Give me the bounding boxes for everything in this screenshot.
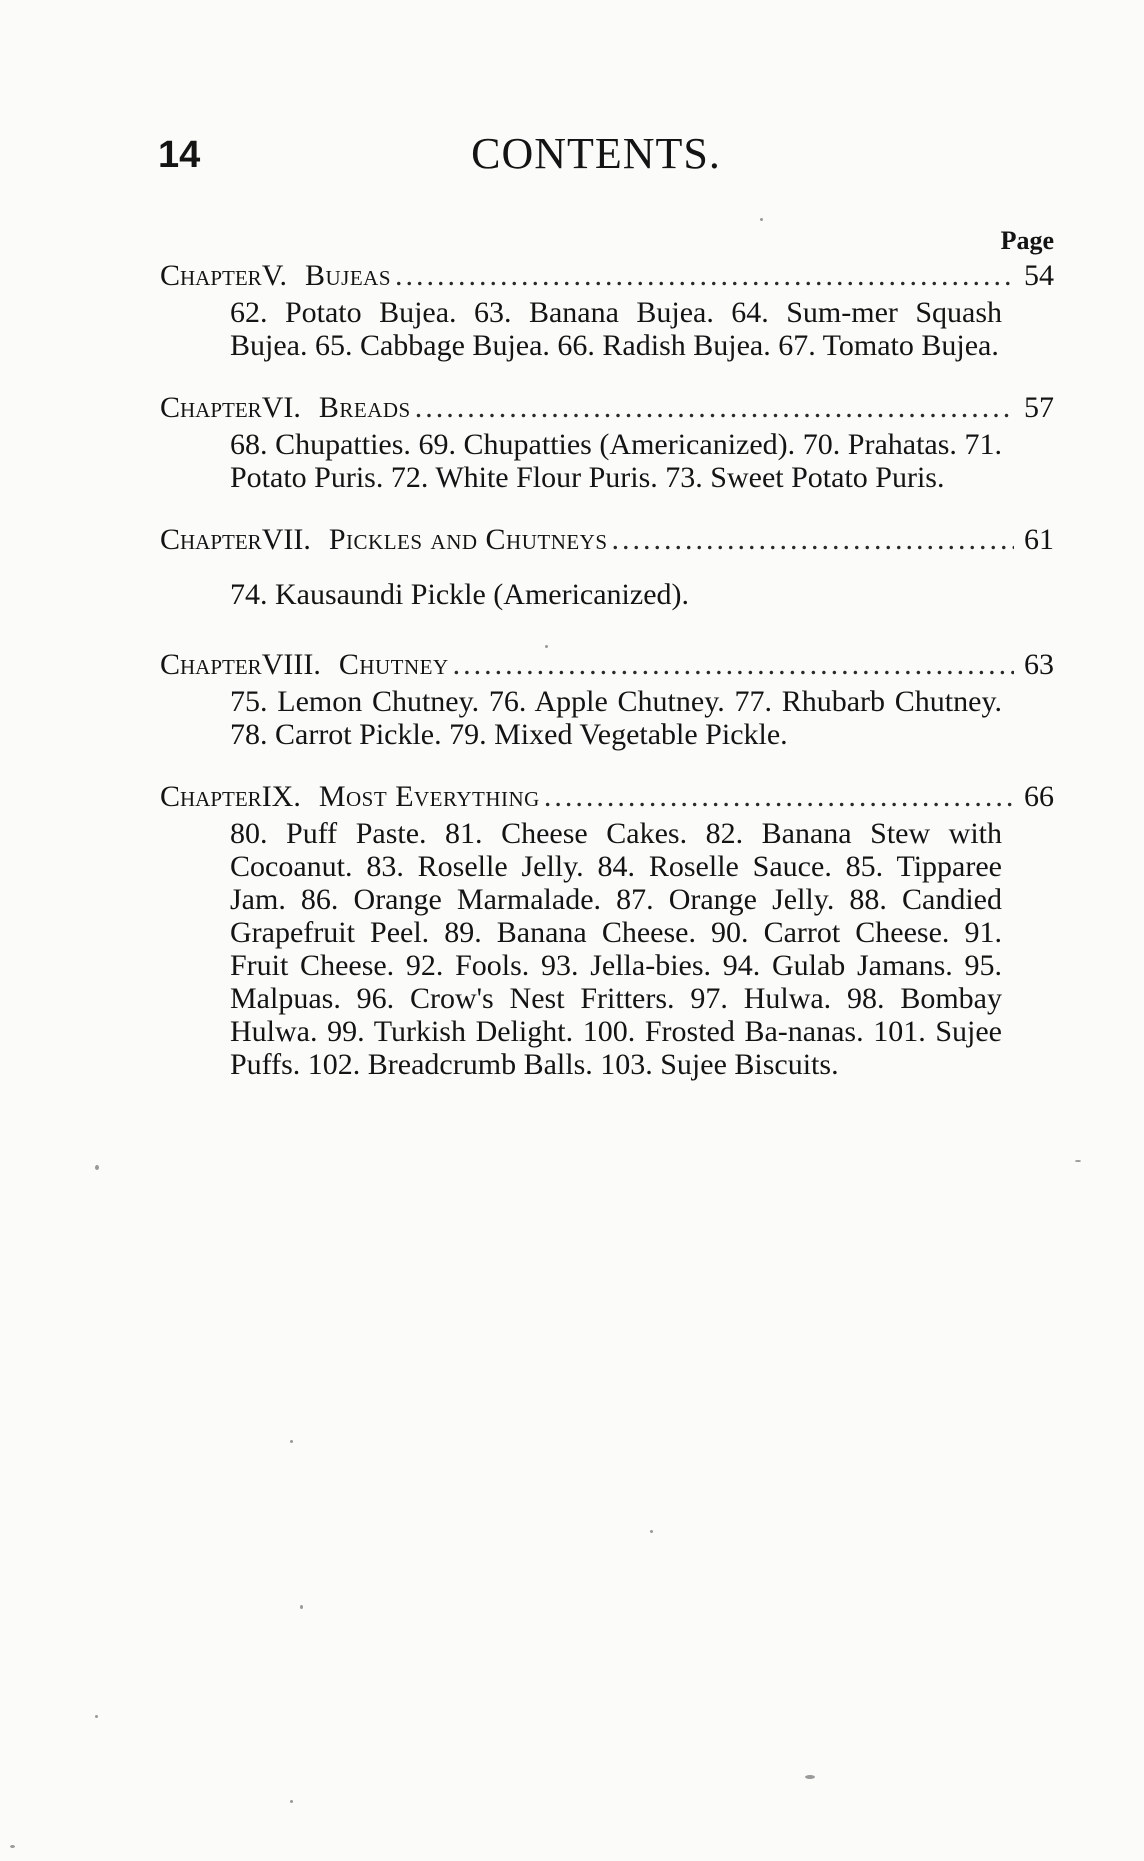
chapter-title: Breads xyxy=(318,391,411,424)
paper-speck xyxy=(760,218,763,221)
chapter-heading-line xyxy=(160,520,1054,560)
contents-list xyxy=(160,256,1054,1107)
chapter-page-number: 54 xyxy=(1024,259,1054,292)
chapter-page-number: 61 xyxy=(1024,523,1054,556)
dot-leader xyxy=(415,388,1014,428)
paper-speck xyxy=(290,1800,293,1803)
paper-speck xyxy=(1075,1160,1081,1162)
chapter-heading-line xyxy=(160,388,1054,428)
chapter-title: Chutney xyxy=(338,648,449,681)
chapter-numeral: VI. xyxy=(261,391,301,424)
dot-leader xyxy=(612,520,1014,560)
paper-speck xyxy=(95,1165,99,1170)
paper-speck xyxy=(95,1715,98,1718)
page-column-label: Page xyxy=(1000,226,1054,255)
chapter-heading-line xyxy=(160,256,1054,296)
chapter-entry xyxy=(160,777,1054,1081)
dot-leader xyxy=(453,645,1014,685)
chapter-label: Chapter xyxy=(160,780,262,813)
chapter-title: Pickles and Chutneys xyxy=(328,523,608,556)
paper-speck xyxy=(300,1605,303,1609)
page-number: 14 xyxy=(158,134,201,176)
dot-leader xyxy=(395,256,1014,296)
chapter-entry xyxy=(160,256,1054,362)
page-header xyxy=(158,128,1034,188)
paper-speck xyxy=(805,1775,815,1779)
paper-speck xyxy=(10,1845,15,1848)
dot-leader xyxy=(544,777,1014,817)
chapter-page-number: 57 xyxy=(1024,391,1054,424)
chapter-title: Most Everything xyxy=(318,780,540,813)
chapter-recipe-list: 74. Kausaundi Pickle (Americanized). xyxy=(230,578,690,611)
chapter-label: Chapter xyxy=(160,391,262,424)
chapter-heading-line xyxy=(160,645,1054,685)
chapter-heading-line xyxy=(160,777,1054,817)
chapter-numeral: VIII. xyxy=(261,648,321,681)
chapter-recipe-list: 80. Puff Paste. 81. Cheese Cakes. 82. Banana Stew with Cocoanut. 83. Roselle Jelly. 84. Roselle Sauce. 85. Tipparee Jam. 86. Orange Marmalade. 87. Orange Jelly. 88. Candied Grapefruit Peel. 89. Banana Cheese. 90. Carrot Cheese. 91. Fruit Cheese. 92. Fools. 93. Jella-bies. 94. Gulab Jamans. 95. Malpuas. 96. Crow's Nest Fritters. 97. Hulwa. 98. Bombay Hulwa. 99. Turkish Delight. 100. Frosted Ba-nanas. 101. Sujee Puffs. 102. Breadcrumb Balls. 103. Sujee Biscuits. xyxy=(230,817,1002,1081)
chapter-label: Chapter xyxy=(160,259,262,292)
chapter-label: Chapter xyxy=(160,523,262,556)
paper-speck xyxy=(545,645,548,648)
paper-speck xyxy=(650,1530,653,1533)
chapter-numeral: IX. xyxy=(261,780,301,813)
chapter-recipe-list: 62. Potato Bujea. 63. Banana Bujea. 64. Sum-mer Squash Bujea. 65. Cabbage Bujea. 66. Radish Bujea. 67. Tomato Bujea. xyxy=(230,296,1002,362)
chapter-numeral: VII. xyxy=(261,523,311,556)
chapter-entry xyxy=(160,645,1054,751)
chapter-page-number: 66 xyxy=(1024,780,1054,813)
running-head-title: CONTENTS. xyxy=(471,129,721,178)
chapter-label: Chapter xyxy=(160,648,262,681)
chapter-entry xyxy=(160,520,1054,611)
chapter-title: Bujeas xyxy=(305,259,392,292)
chapter-entry xyxy=(160,388,1054,494)
chapter-recipe-list: 75. Lemon Chutney. 76. Apple Chutney. 77. Rhubarb Chutney. 78. Carrot Pickle. 79. Mixed Vegetable Pickle. xyxy=(230,685,1002,751)
chapter-recipe-list: 68. Chupatties. 69. Chupatties (Americanized). 70. Prahatas. 71. Potato Puris. 72. White Flour Puris. 73. Sweet Potato Puris. xyxy=(230,428,1002,494)
paper-speck xyxy=(290,1440,293,1443)
chapter-numeral: V. xyxy=(261,259,287,292)
chapter-page-number: 63 xyxy=(1024,648,1054,681)
